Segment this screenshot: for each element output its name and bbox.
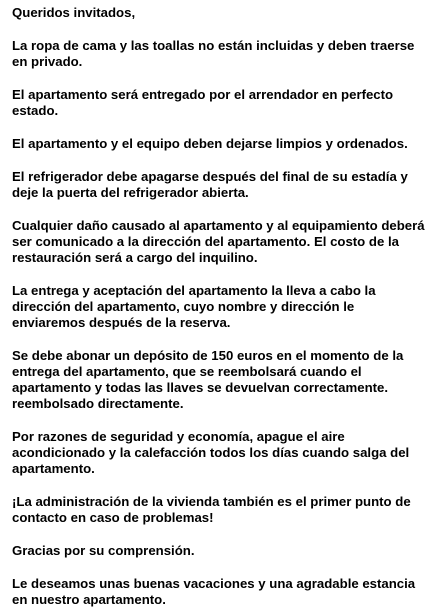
paragraph-damage: Cualquier daño causado al apartamento y al equipamiento deberá ser comunicado a la dirección del apartamento. El costo de la restauración será a cargo del inquilino.: [12, 218, 425, 265]
paragraph-handover-acceptance: La entrega y aceptación del apartamento la lleva a cabo la dirección del apartamento, cuyo nombre y dirección le enviaremos después de la reserva.: [12, 283, 376, 330]
document-body: [12, 5, 430, 608]
greeting: Queridos invitados,: [12, 5, 136, 20]
paragraph-safety-economy: Por razones de seguridad y economía, apague el aire acondicionado y la calefacción todos los días cuando salga del apartamento.: [12, 429, 410, 476]
paragraph-refrigerator: El refrigerador debe apagarse después del final de su estadía y deje la puerta del refrigerador abierta.: [12, 169, 408, 200]
paragraph-bed-linen: La ropa de cama y las toallas no están incluidas y deben traerse en privado.: [12, 38, 415, 69]
paragraph-deposit: Se debe abonar un depósito de 150 euros en el momento de la entrega del apartamento, que se reembolsará cuando el apartamento y todas las llaves se devuelvan correctamente. reembolsado directamente.: [12, 348, 404, 411]
paragraph-farewell: Le deseamos unas buenas vacaciones y una agradable estancia en nuestro apartamento.: [12, 576, 416, 607]
paragraph-contact: ¡La administración de la vivienda también es el primer punto de contacto en caso de problemas!: [12, 494, 411, 525]
paragraph-handover-condition: El apartamento será entregado por el arrendador en perfecto estado.: [12, 87, 394, 118]
paragraph-thanks: Gracias por su comprensión.: [12, 543, 195, 558]
paragraph-clean-tidy: El apartamento y el equipo deben dejarse limpios y ordenados.: [12, 136, 408, 151]
